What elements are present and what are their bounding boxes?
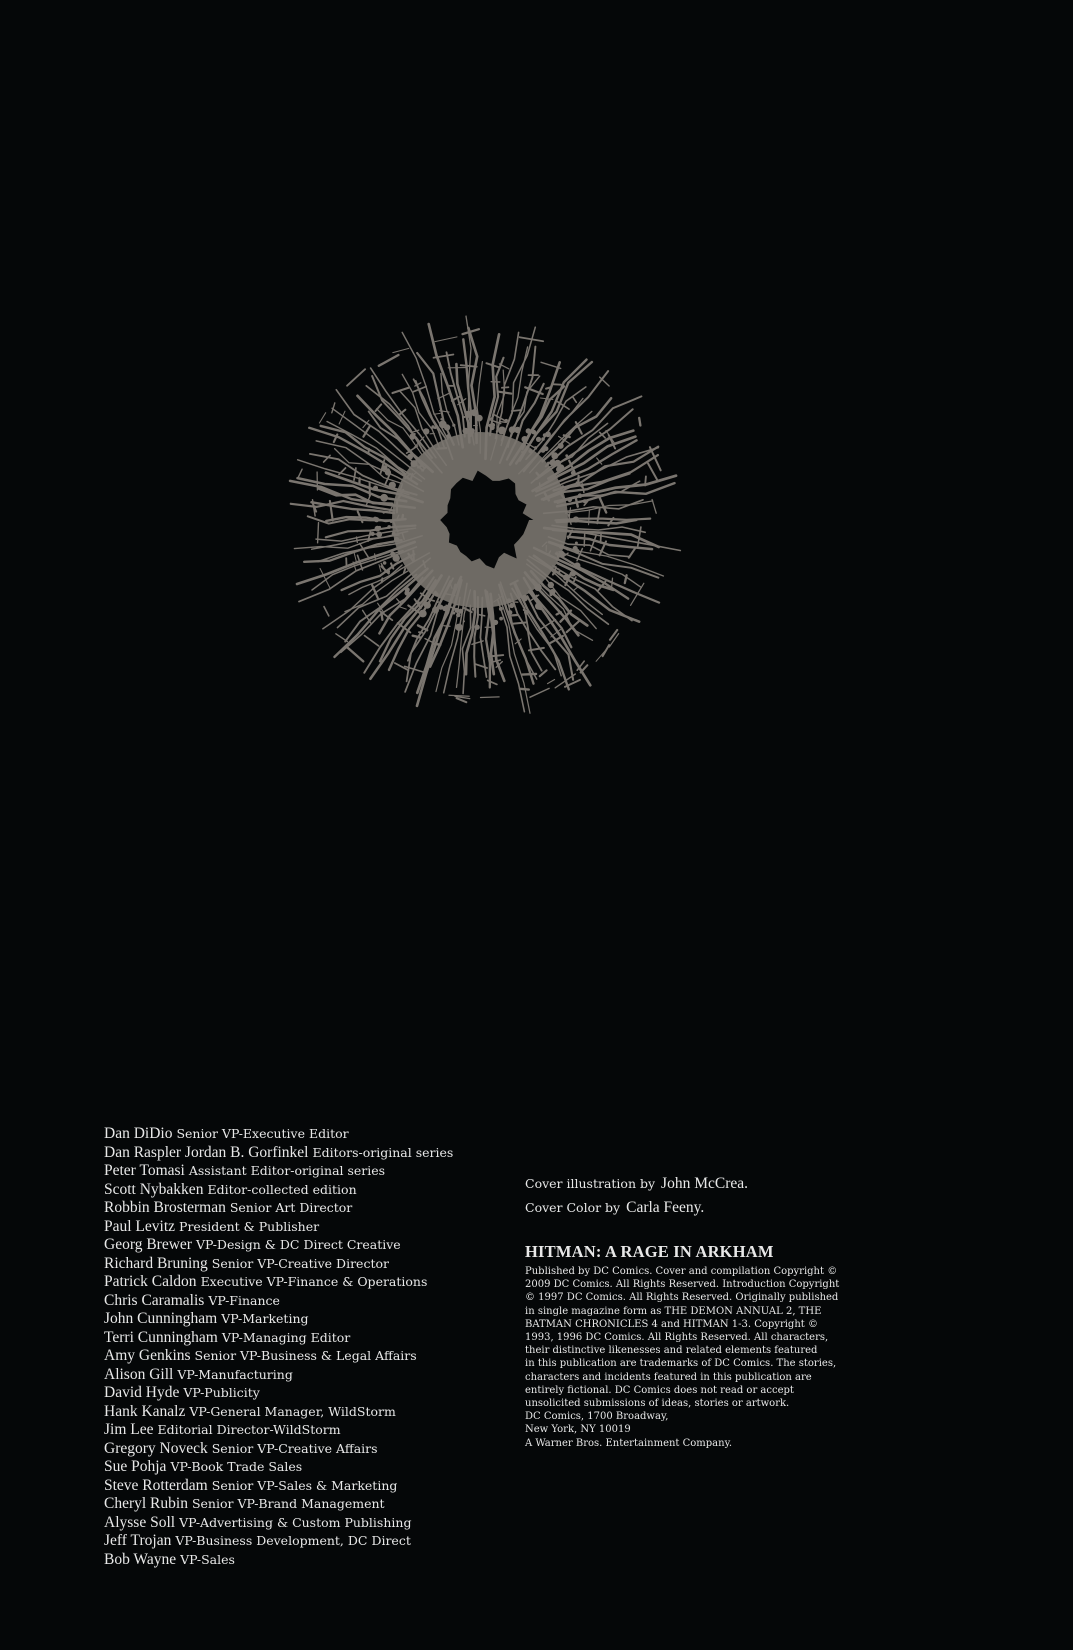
copyright-line: Published by DC Comics. Cover and compilation Copyright © xyxy=(525,1266,838,1277)
credit-row xyxy=(104,1366,524,1385)
cover-illustrator-name: John McCrea. xyxy=(661,1175,748,1192)
cover-illustration-credit xyxy=(525,1172,855,1196)
credit-title: Editorial Director-WildStorm xyxy=(157,1422,341,1437)
credit-row xyxy=(104,1495,524,1514)
credit-row xyxy=(104,1532,524,1551)
credit-title: VP-Book Trade Sales xyxy=(170,1459,303,1474)
credit-row xyxy=(104,1125,524,1144)
credit-row xyxy=(104,1236,524,1255)
credit-title: VP-Publicity xyxy=(183,1385,260,1400)
credit-title: Editors-original series xyxy=(312,1144,454,1160)
credit-name: Scott Nybakken xyxy=(104,1180,204,1198)
credit-row xyxy=(104,1347,524,1366)
copyright-line: A Warner Bros. Entertainment Company. xyxy=(525,1437,733,1449)
credit-row xyxy=(104,1162,524,1181)
copyright-line: unsolicited submissions of ideas, stories or artwork. xyxy=(525,1398,790,1410)
credit-title: Senior VP-Executive Editor xyxy=(176,1126,349,1141)
credit-title: Senior VP-Creative Director xyxy=(211,1255,389,1271)
publication-info xyxy=(525,1172,855,1450)
cover-color-credit xyxy=(525,1196,855,1220)
credit-row xyxy=(104,1403,524,1422)
credit-name: Terri Cunningham xyxy=(104,1328,218,1346)
credit-title: Assistant Editor-original series xyxy=(188,1163,386,1178)
credit-name: Robbin Brosterman xyxy=(104,1199,226,1216)
credit-title: VP-Marketing xyxy=(221,1311,309,1326)
credit-name: Richard Bruning xyxy=(104,1254,208,1272)
credit-title: VP-General Manager, WildStorm xyxy=(189,1403,396,1419)
credit-row xyxy=(104,1458,524,1477)
credit-title: VP-Sales xyxy=(180,1551,235,1567)
credit-row xyxy=(104,1255,524,1274)
credit-title: Senior VP-Sales & Marketing xyxy=(211,1477,398,1493)
copyright-line: characters and incidents featured in this publication are xyxy=(525,1371,812,1383)
credit-row xyxy=(104,1181,524,1200)
credit-row xyxy=(104,1292,524,1311)
copyright-line: New York, NY 10019 xyxy=(525,1424,631,1436)
credit-name: John Cunningham xyxy=(104,1310,218,1327)
copyright-line: entirely fictional. DC Comics does not read or accept xyxy=(525,1384,794,1396)
credit-name: Jeff Trojan xyxy=(104,1532,172,1549)
credit-title: Senior VP-Business & Legal Affairs xyxy=(194,1348,417,1363)
copyright-line: their distinctive likenesses and related elements featured xyxy=(525,1345,818,1357)
credit-name: Steve Rotterdam xyxy=(104,1476,208,1494)
credit-name: Patrick Caldon xyxy=(104,1273,197,1290)
copyright-line: 2009 DC Comics. All Rights Reserved. Introduction Copyright xyxy=(525,1279,840,1291)
credit-name: Alysse Soll xyxy=(104,1513,176,1531)
copyright-line: 1993, 1996 DC Comics. All Rights Reserved. All characters, xyxy=(525,1332,829,1344)
credit-title: VP-Advertising & Custom Publishing xyxy=(179,1514,412,1530)
credit-name: Peter Tomasi xyxy=(104,1162,185,1179)
credit-title: Executive VP-Finance & Operations xyxy=(200,1274,428,1289)
copyright-line: BATMAN CHRONICLES 4 and HITMAN 1-3. Copyright © xyxy=(525,1318,818,1330)
credit-name: Georg Brewer xyxy=(104,1236,192,1253)
bullet-hole-illustration xyxy=(265,310,695,730)
book-title: HITMAN: A RAGE IN ARKHAM xyxy=(525,1242,774,1261)
credit-title: VP-Manufacturing xyxy=(177,1366,293,1382)
credit-name: Dan Raspler Jordan B. Gorfinkel xyxy=(104,1143,309,1161)
credit-name: Paul Levitz xyxy=(104,1217,176,1235)
credit-name: Alison Gill xyxy=(104,1365,174,1383)
credit-title: VP-Finance xyxy=(208,1292,280,1308)
credit-row xyxy=(104,1551,524,1570)
credit-title: Senior Art Director xyxy=(229,1200,353,1215)
credit-row xyxy=(104,1273,524,1292)
credit-name: Hank Kanalz xyxy=(104,1402,186,1420)
credit-row xyxy=(104,1144,524,1163)
credit-row xyxy=(104,1329,524,1348)
credit-row xyxy=(104,1310,524,1329)
credit-name: Gregory Noveck xyxy=(104,1439,208,1457)
cover-illustration-label: Cover illustration by xyxy=(525,1176,656,1191)
credit-title: Senior VP-Brand Management xyxy=(191,1496,385,1511)
credit-row xyxy=(104,1218,524,1237)
credit-name: Jim Lee xyxy=(104,1421,154,1438)
credit-title: VP-Design & DC Direct Creative xyxy=(195,1237,401,1252)
copyright-line: DC Comics, 1700 Broadway, xyxy=(525,1411,669,1423)
credit-title: President & Publisher xyxy=(179,1218,320,1234)
credit-name: Sue Pohja xyxy=(104,1458,167,1475)
credit-name: Amy Genkins xyxy=(104,1347,191,1364)
credit-name: Bob Wayne xyxy=(104,1550,177,1568)
credit-name: David Hyde xyxy=(104,1384,180,1401)
credit-name: Cheryl Rubin xyxy=(104,1495,188,1512)
credit-row xyxy=(104,1199,524,1218)
credit-name: Dan DiDio xyxy=(104,1125,173,1142)
staff-credits-list xyxy=(104,1125,524,1569)
credit-title: VP-Business Development, DC Direct xyxy=(175,1533,411,1548)
credit-row xyxy=(104,1477,524,1496)
copyright-line: in this publication are trademarks of DC Comics. The stories, xyxy=(525,1358,837,1370)
cover-colorist-name: Carla Feeny. xyxy=(626,1199,705,1216)
cover-color-label: Cover Color by xyxy=(525,1200,621,1215)
credit-title: Senior VP-Creative Affairs xyxy=(211,1440,378,1456)
credit-row xyxy=(104,1440,524,1459)
credit-title: Editor-collected edition xyxy=(207,1181,357,1197)
credit-row xyxy=(104,1514,524,1533)
credit-row xyxy=(104,1421,524,1440)
copyright-notice xyxy=(525,1265,855,1450)
copyright-line: in single magazine form as THE DEMON ANNUAL 2, THE xyxy=(525,1305,822,1317)
credit-title: VP-Managing Editor xyxy=(221,1329,351,1345)
credit-row xyxy=(104,1384,524,1403)
credit-name: Chris Caramalis xyxy=(104,1291,205,1309)
copyright-line: © 1997 DC Comics. All Rights Reserved. Originally published xyxy=(525,1292,839,1304)
